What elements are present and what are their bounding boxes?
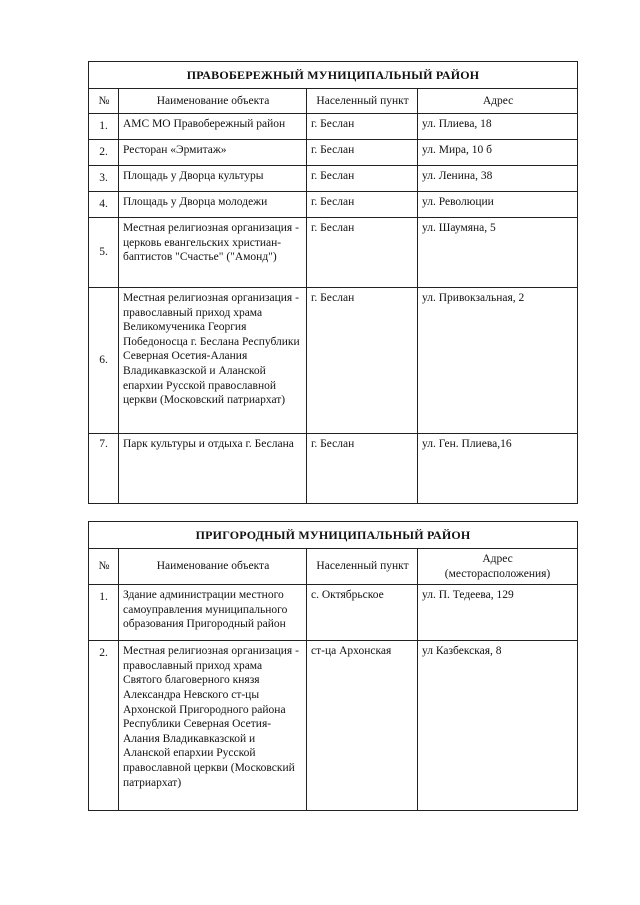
row-name: АМС МО Правобережный район: [119, 114, 307, 140]
header-num: №: [89, 549, 119, 585]
row-name: Местная религиозная организация - православный приход храма Святого благоверного князя Александра Невского ст-цы Архонской Пригородного района Республики Северная Осетия-Алания Владикавказской и Аланской епархии Русской православной церкви (Московский патриархат): [119, 641, 307, 811]
table-title: ПРАВОБЕРЕЖНЫЙ МУНИЦИПАЛЬНЫЙ РАЙОН: [89, 62, 578, 89]
table-row: [89, 641, 578, 811]
table-row: [89, 585, 578, 641]
row-name: Ресторан «Эрмитаж»: [119, 140, 307, 166]
row-num: 6.: [89, 288, 119, 434]
row-name: Парк культуры и отдыха г. Беслана: [119, 434, 307, 504]
row-num: 1.: [89, 585, 119, 641]
row-name: Площадь у Дворца культуры: [119, 166, 307, 192]
header-num: №: [89, 89, 119, 114]
row-address: ул. Революции: [418, 192, 578, 218]
table-row: [89, 114, 578, 140]
header-name: Наименование объекта: [119, 89, 307, 114]
table-row: [89, 218, 578, 288]
row-num: 2.: [89, 641, 119, 811]
row-locality: г. Беслан: [307, 166, 418, 192]
row-address: ул. Мира, 10 б: [418, 140, 578, 166]
table-title: ПРИГОРОДНЫЙ МУНИЦИПАЛЬНЫЙ РАЙОН: [89, 522, 578, 549]
row-locality: г. Беслан: [307, 218, 418, 288]
row-num: 5.: [89, 218, 119, 288]
row-num: 1.: [89, 114, 119, 140]
row-locality: г. Беслан: [307, 434, 418, 504]
prigorodny-table: [88, 521, 578, 811]
table-header-row: [89, 89, 578, 114]
row-address: ул. П. Тедеева, 129: [418, 585, 578, 641]
table-row: [89, 288, 578, 434]
pravoberezhny-table: [88, 61, 578, 504]
header-locality: Населенный пункт: [307, 89, 418, 114]
header-address: Адрес (месторасположения): [418, 549, 578, 585]
row-locality: г. Беслан: [307, 192, 418, 218]
row-locality: с. Октябрьское: [307, 585, 418, 641]
row-name: Здание администрации местного самоуправления муниципального образования Пригородный район: [119, 585, 307, 641]
row-address: ул. Привокзальная, 2: [418, 288, 578, 434]
row-name: Местная религиозная организация - православный приход храма Великомученика Георгия Победоносца г. Беслана Республики Северная Осетия-Алания Владикавказской и Аланской епархии Русской православной церкви (Московский патриархат): [119, 288, 307, 434]
row-locality: г. Беслан: [307, 114, 418, 140]
table-row: [89, 192, 578, 218]
table-row: [89, 140, 578, 166]
table-header-row: [89, 549, 578, 585]
row-num: 7.: [89, 434, 119, 504]
row-num: 3.: [89, 166, 119, 192]
row-address: ул. Ген. Плиева,16: [418, 434, 578, 504]
row-locality: ст-ца Архонская: [307, 641, 418, 811]
row-name: Площадь у Дворца молодежи: [119, 192, 307, 218]
table-row: [89, 434, 578, 504]
row-address: ул Казбекская, 8: [418, 641, 578, 811]
row-locality: г. Беслан: [307, 288, 418, 434]
header-address: Адрес: [418, 89, 578, 114]
table-row: [89, 166, 578, 192]
row-num: 2.: [89, 140, 119, 166]
row-address: ул. Плиева, 18: [418, 114, 578, 140]
row-address: ул. Ленина, 38: [418, 166, 578, 192]
row-locality: г. Беслан: [307, 140, 418, 166]
row-name: Местная религиозная организация - церковь евангельских христиан-баптистов "Счастье" ("Амонд"): [119, 218, 307, 288]
row-num: 4.: [89, 192, 119, 218]
row-address: ул. Шаумяна, 5: [418, 218, 578, 288]
header-name: Наименование объекта: [119, 549, 307, 585]
header-locality: Населенный пункт: [307, 549, 418, 585]
